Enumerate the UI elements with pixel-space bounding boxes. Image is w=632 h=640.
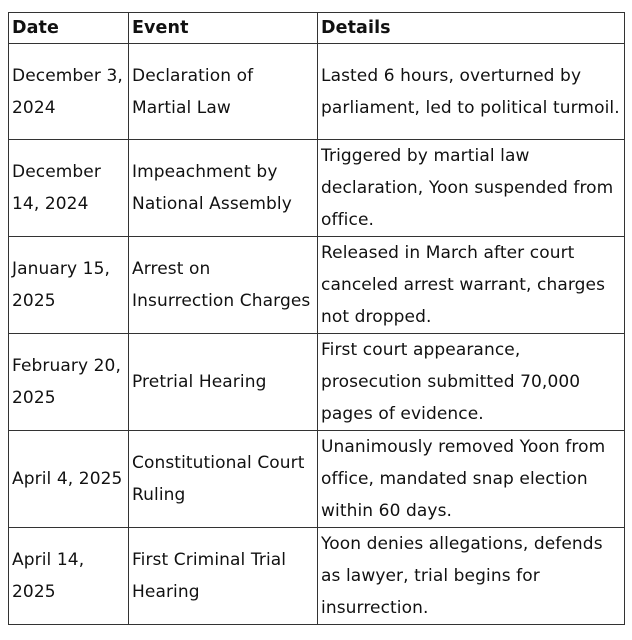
table-row [9,44,625,140]
details-cell: Yoon denies allegations, defends as lawyer, trial begins for insurrection. [318,528,625,625]
header-date: Date [9,13,129,44]
table-row [9,237,625,334]
date-cell: January 15, 2025 [9,237,129,334]
details-cell: Unanimously removed Yoon from office, mandated snap election within 60 days. [318,431,625,528]
event-cell: Arrest on Insurrection Charges [129,237,318,334]
details-cell: Released in March after court canceled arrest warrant, charges not dropped. [318,237,625,334]
date-cell: April 14, 2025 [9,528,129,625]
date-cell: December 3, 2024 [9,44,129,140]
table-row [9,140,625,237]
header-details: Details [318,13,625,44]
table-row [9,528,625,625]
event-cell: Pretrial Hearing [129,334,318,431]
details-cell: Lasted 6 hours, overturned by parliament, led to political turmoil. [318,44,625,140]
event-cell: Impeachment by National Assembly [129,140,318,237]
table-row [9,431,625,528]
event-cell: First Criminal Trial Hearing [129,528,318,625]
header-row [9,13,625,44]
header-event: Event [129,13,318,44]
details-cell: Triggered by martial law declaration, Yoon suspended from office. [318,140,625,237]
event-cell: Declaration of Martial Law [129,44,318,140]
timeline-table [8,12,625,625]
table-row [9,334,625,431]
date-cell: December 14, 2024 [9,140,129,237]
event-cell: Constitutional Court Ruling [129,431,318,528]
date-cell: April 4, 2025 [9,431,129,528]
details-cell: First court appearance, prosecution submitted 70,000 pages of evidence. [318,334,625,431]
date-cell: February 20, 2025 [9,334,129,431]
